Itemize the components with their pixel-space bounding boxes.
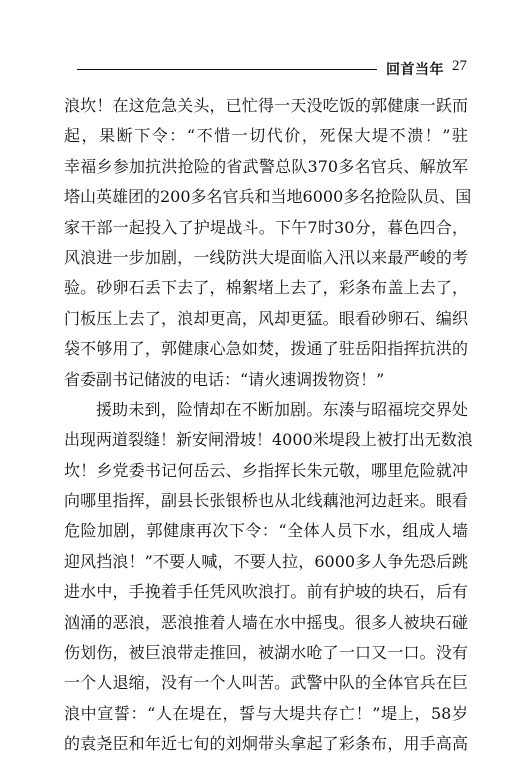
text-line: 迎风挡浪！”不要人喊，不要人拉，6000多人争先恐后跳 (64, 551, 468, 571)
text-line: 塔山英雄团的200多名官兵和当地6000多名抢险队员、国 (64, 187, 472, 207)
text-line: 向哪里指挥，副县长张银桥也从北线藕池河边赶来。眼看 (64, 491, 468, 511)
page-number: 27 (452, 58, 467, 74)
paragraph-first-line: 援助未到，险情却在不断加剧。东湊与昭福垸交界处 (96, 399, 468, 419)
text-line: 浪坎！在这危急关头，已忙得一天没吃饭的郭健康一跃而 (64, 96, 468, 115)
text-line: 家干部一起投入了护堤战斗。下午7时30分，暮色四合， (64, 217, 468, 237)
text-line: 浪中宣誓：“人在堤在，誓与大堤共存亡！”堤上，58岁 (64, 703, 468, 723)
text-line: 幸福乡参加抗洪抢险的省武警总队370多名官兵、解放军 (64, 156, 468, 176)
header-rule (77, 69, 377, 70)
text-line: 危险加剧，郭健康再次下令：“全体人员下水，组成人墙 (64, 521, 468, 541)
running-header (77, 54, 467, 78)
text-line: 汹涌的恶浪，恶浪推着人墙在水中摇曳。很多人被块石碰 (64, 612, 468, 632)
text-line: 起，果断下令：“不惜一切代价，死保大堤不溃！”驻 (64, 126, 468, 146)
text-line: 验。砂卵石丢下去了，棉絮堵上去了，彩条布盖上去了， (64, 278, 468, 298)
text-line: 坎！乡党委书记何岳云、乡指挥长朱元敬，哪里危险就冲 (64, 460, 468, 480)
text-line: 省委副书记储波的电话：“请火速调拨物资！” (64, 369, 385, 389)
running-header-title: 回首当年 (386, 62, 444, 78)
text-line: 伤划伤，被巨浪带走推回，被湖水呛了一口又一口。没有 (64, 643, 468, 663)
text-line: 袋不够用了，郭健康心急如焚，拨通了驻岳阳指挥抗洪的 (64, 339, 468, 359)
text-line: 风浪进一步加剧，一线防洪大堤面临入汛以来最严峻的考 (64, 247, 468, 267)
text-line: 门板压上去了，浪却更高，风却更猛。眼看砂卵石、编织 (64, 308, 468, 328)
text-line: 出现两道裂缝！新安闸滑坡！4000米堤段上被打出无数浪 (64, 430, 473, 450)
text-line: 一个人退缩，没有一个人叫苦。武警中队的全体官兵在巨 (64, 673, 468, 693)
text-line: 的袁尧臣和年近七旬的刘炯带头拿起了彩条布，用手高高 (64, 734, 468, 754)
body-text (64, 91, 473, 760)
text-line: 进水中，手挽着手任凭风吹浪打。前有护坡的块石，后有 (64, 582, 468, 602)
